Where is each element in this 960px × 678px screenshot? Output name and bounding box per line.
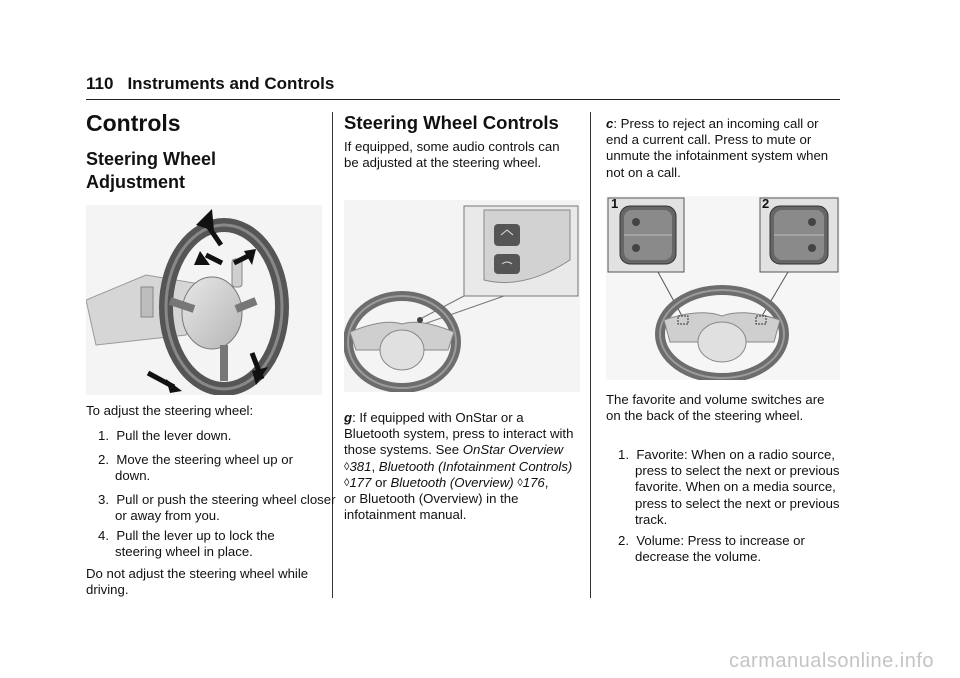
voice-text-end: or Bluetooth (Overview) in the infotainment manual.	[344, 491, 519, 523]
item-number: 4.	[98, 528, 109, 543]
section-title: Instruments and Controls	[127, 74, 335, 93]
voice-icon: g	[344, 410, 353, 425]
phone-control-description	[606, 116, 830, 181]
item-text: Pull the lever up to lock the steering wheel in place.	[115, 528, 275, 560]
watermark: carmanualsonline.info	[728, 650, 934, 672]
callout-1: 1	[611, 196, 619, 211]
page-reference-icon: ◊	[517, 476, 523, 489]
onstar-overview-link[interactable]: OnStar Overview	[462, 442, 564, 458]
item-number: 3.	[98, 492, 109, 507]
item-text: Move the steering wheel up or down.	[115, 452, 293, 484]
page-reference-icon: ◊	[344, 460, 350, 473]
list-item	[98, 528, 321, 560]
bluetooth-overview-link[interactable]: Bluetooth (Overview)	[390, 474, 514, 490]
phone-text: : Press to reject an incoming call or end a current call. Press to mute or unmute the infotainment system when not on a call.	[606, 116, 829, 180]
phone-icon: c	[606, 116, 614, 131]
item-number: 1.	[618, 447, 629, 462]
item-text: Pull the lever down.	[116, 428, 232, 443]
steering-controls-illustration	[344, 200, 580, 392]
item-number: 2.	[618, 533, 629, 548]
controls-intro: If equipped, some audio controls can be adjusted at the steering wheel.	[344, 139, 560, 171]
item-number: 1.	[98, 428, 109, 443]
favorite-volume-illustration	[606, 196, 840, 380]
callout-2: 2	[762, 196, 770, 211]
column-divider-2	[590, 112, 591, 598]
page-ref-381[interactable]: 381	[349, 458, 372, 474]
steering-adjustment-illustration	[86, 205, 322, 395]
item-text: Volume: Press to increase or decrease the volume.	[635, 533, 805, 565]
page-ref-177[interactable]: 177	[349, 474, 372, 490]
item-text: Pull or push the steering wheel closer or away from you.	[115, 492, 336, 524]
list-item	[618, 447, 857, 528]
bluetooth-infotainment-link[interactable]: Bluetooth (Infotainment Controls)	[378, 458, 573, 474]
heading-line-2: Adjustment	[86, 172, 185, 192]
favorite-volume-intro: The favorite and volume switches are on the back of the steering wheel.	[606, 392, 825, 424]
or-text: or	[371, 474, 387, 490]
separator: ,	[371, 458, 379, 474]
list-item	[618, 533, 841, 565]
page-title: Controls	[86, 110, 181, 136]
list-item	[98, 428, 337, 444]
list-item	[98, 492, 337, 524]
page-ref-176[interactable]: 176	[522, 474, 545, 490]
page-header	[86, 74, 348, 94]
page-reference-icon: ◊	[344, 476, 350, 489]
warning-text: Do not adjust the steering wheel while driving.	[86, 566, 309, 598]
voice-control-description	[344, 410, 574, 523]
item-number: 2.	[98, 452, 109, 467]
column-divider-1	[332, 112, 333, 598]
section-heading	[86, 148, 216, 194]
voice-text: : If equipped with OnStar or a Bluetooth system, press to interact with those systems. See	[344, 410, 574, 458]
list-item	[98, 452, 323, 484]
comma: ,	[544, 474, 549, 490]
item-text: Favorite: When on a radio source, press to select the next or previous favorite. When on a media source, press to select the next or previous track.	[635, 447, 840, 527]
heading-line-1: Steering Wheel	[86, 149, 217, 169]
header-rule	[86, 99, 840, 100]
page-number: 110	[86, 74, 114, 93]
adjust-intro: To adjust the steering wheel:	[86, 403, 254, 418]
controls-heading: Steering Wheel Controls	[344, 112, 559, 133]
